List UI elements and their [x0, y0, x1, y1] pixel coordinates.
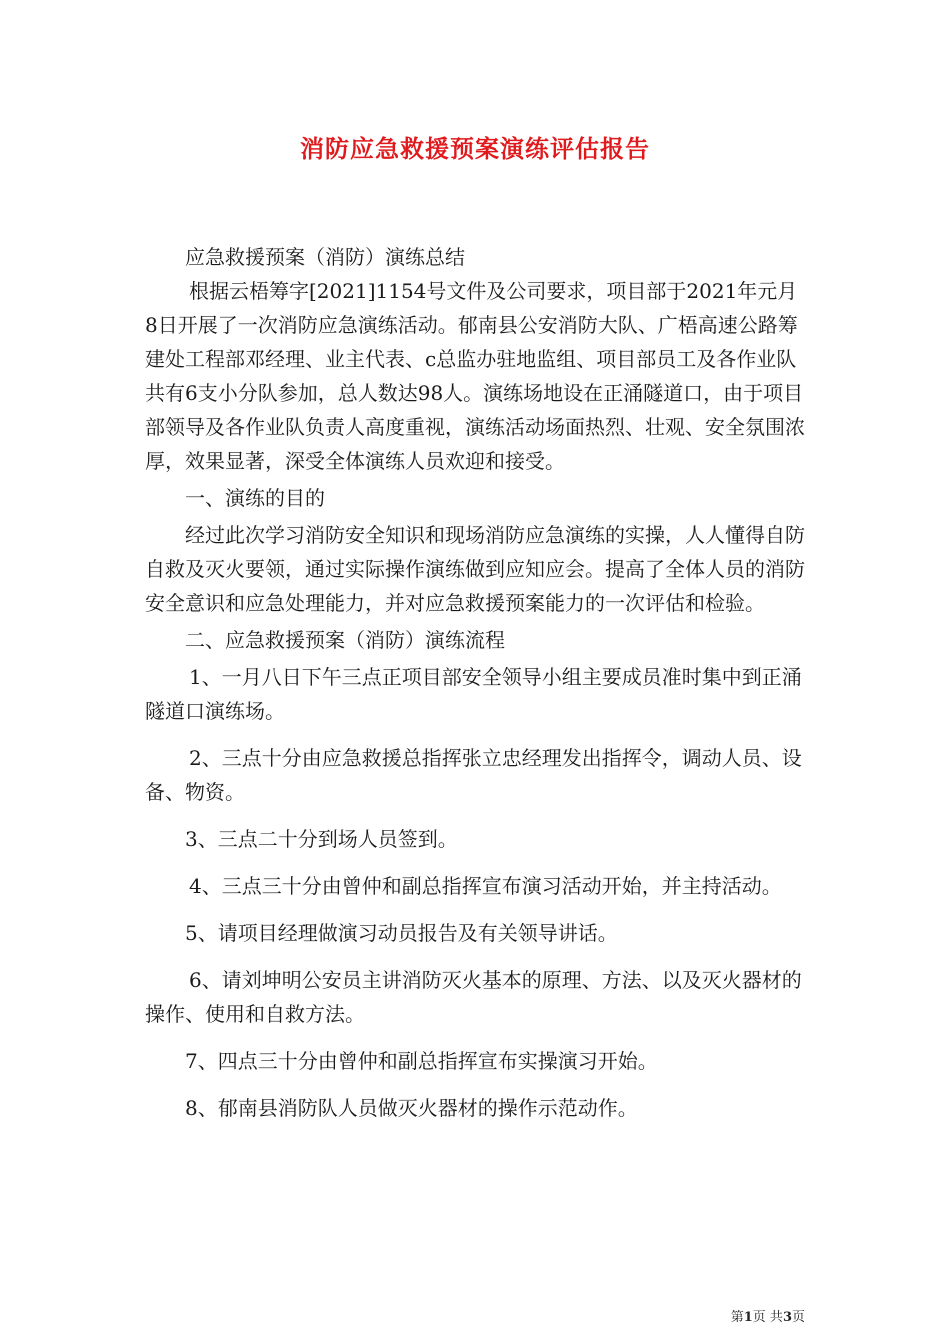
footer-total-pages: 3: [782, 1310, 792, 1325]
footer-prefix: 第: [730, 1310, 744, 1325]
document-body: [145, 240, 810, 1125]
process-step-3: 3、三点二十分到场人员签到。: [185, 827, 458, 851]
process-step-2: 2、三点十分由应急救援总指挥张立忠经理发出指挥令，调动人员、设备、物资。: [145, 746, 802, 804]
document-title: 消防应急救援预案演练评估报告: [300, 134, 650, 163]
footer-middle: 页 共: [752, 1310, 783, 1325]
footer-suffix: 页: [791, 1310, 805, 1325]
process-step-6: 6、请刘坤明公安员主讲消防灭火基本的原理、方法、以及灭火器材的操作、使用和自救方法。: [145, 968, 802, 1026]
process-step-4: 4、三点三十分由曾仲和副总指挥宣布演习活动开始，并主持活动。: [189, 874, 782, 898]
page-number-footer: [731, 1306, 805, 1325]
process-step-5: 5、请项目经理做演习动员报告及有关领导讲话。: [185, 921, 618, 945]
process-step-7: 7、四点三十分由曾仲和副总指挥宣布实操演习开始。: [185, 1049, 658, 1073]
process-step-8: 8、郁南县消防队人员做灭火器材的操作示范动作。: [185, 1096, 638, 1120]
section-heading-process: 二、应急救援预案（消防）演练流程: [185, 628, 505, 652]
paragraph-intro: 根据云梧筹字[2021]1154号文件及公司要求，项目部于2021年元月8日开展了一次消防应急演练活动。郁南县公安消防大队、广梧高速公路筹建处工程部邓经理、业主代表、c总监办驻地监组、项目部员工及各作业队共有6支小分队参加，总人数达98人。演练场地设在正涌隧道口，由于项目部领导及各作业队负责人高度重视，演练活动场面热烈、壮观、安全氛围浓厚，效果显著，深受全体演练人员欢迎和接受。: [145, 279, 805, 473]
section-heading-purpose: 一、演练的目的: [185, 486, 325, 510]
process-step-1: 1、一月八日下午三点正项目部安全领导小组主要成员准时集中到正涌隧道口演练场。: [145, 665, 802, 723]
paragraph-summary-heading: 应急救援预案（消防）演练总结: [185, 245, 465, 269]
paragraph-purpose: 经过此次学习消防安全知识和现场消防应急演练的实操，人人懂得自防自救及灭火要领，通过实际操作演练做到应知应会。提高了全体人员的消防安全意识和应急处理能力，并对应急救援预案能力的一次评估和检验。: [145, 523, 805, 615]
footer-current-page: 1: [743, 1310, 753, 1325]
